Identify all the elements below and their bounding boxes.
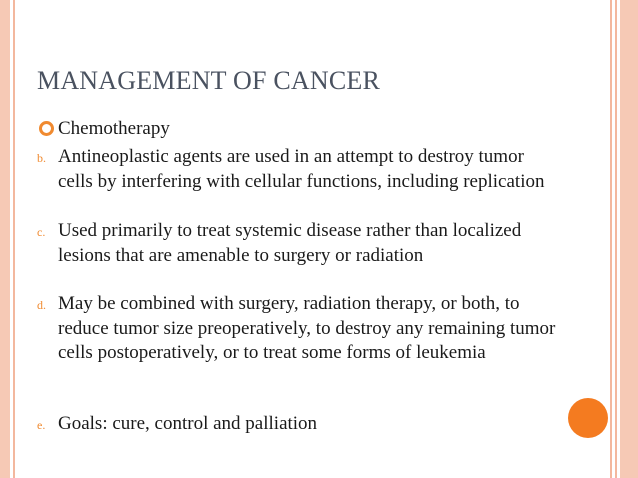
list-item-c [37, 219, 557, 293]
left-decorative-stripe [0, 0, 10, 478]
list-item-text: Antineoplastic agents are used in an attempt to destroy tumor cells by interfering with cellular functions, including replication [58, 146, 545, 192]
bullet-text: Chemotherapy [58, 118, 170, 139]
list-marker: c. [37, 225, 46, 239]
bullet-item-chemotherapy [37, 117, 557, 143]
list-item-text: Goals: cure, control and palliation [58, 413, 318, 434]
list-item-text: May be combined with surgery, radiation therapy, or both, to reduce tumor size preoperatively, to destroy any remaining tumor cells postoperatively, or to treat some forms of leukemia [58, 293, 556, 363]
right-decorative-stripe [620, 0, 638, 478]
decorative-circle-icon [568, 398, 608, 438]
list-item-d [37, 292, 557, 414]
list-marker: e. [37, 418, 46, 432]
list-item-text: Used primarily to treat systemic disease rather than localized lesions that are amenable to surgery or radiation [58, 220, 522, 266]
slide-title: MANAGEMENT OF CANCER [37, 66, 380, 95]
left-decorative-line [13, 0, 15, 478]
right-decorative-line [615, 0, 617, 478]
list-marker: d. [37, 298, 46, 312]
list-item-e [37, 412, 557, 438]
list-marker: b. [37, 151, 46, 165]
list-item-b [37, 145, 557, 219]
right-decorative-line [610, 0, 612, 478]
ring-bullet-icon [39, 121, 54, 136]
